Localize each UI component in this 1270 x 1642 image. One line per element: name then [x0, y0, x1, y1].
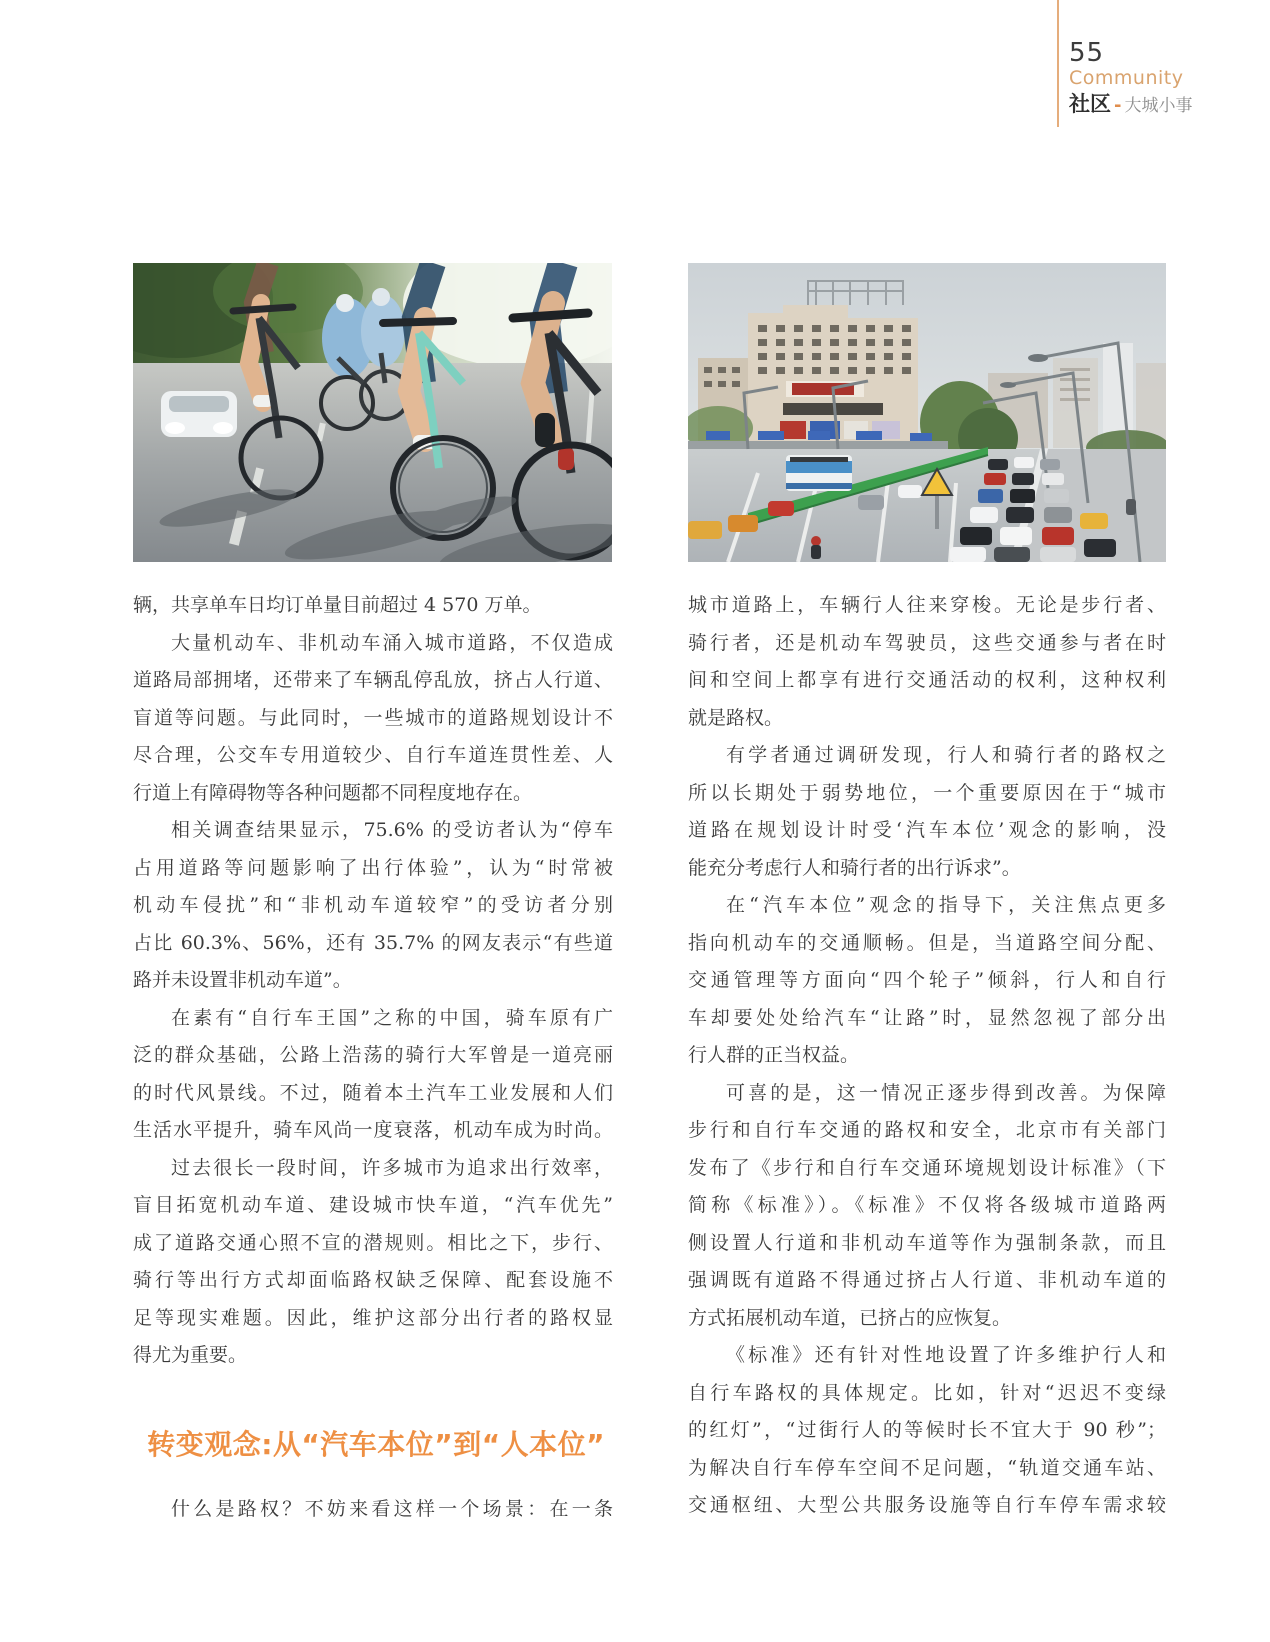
text-line: 侧设置人行道和非机动车道等作为强制条款，而且 — [688, 1231, 1166, 1254]
left-text-column — [133, 587, 613, 1528]
text-line: 的红灯”，“过街行人的等候时长不宜大于 90 秒”； — [688, 1419, 1166, 1441]
text-line: 相关调查结果显示，75.6% 的受访者认为“停车 — [171, 819, 613, 841]
text-line: 成了道路交通心照不宣的潜规则。相比之下，步行、 — [133, 1231, 613, 1254]
text-line: 就是路权。 — [688, 706, 784, 729]
text-line: 行道上有障碍物等各种问题都不同程度地存在。 — [133, 781, 533, 804]
text-line: 大量机动车、非机动车涌入城市道路，不仅造成 — [171, 631, 613, 654]
text-line: 道路局部拥堵，还带来了车辆乱停乱放，挤占人行道、 — [133, 669, 613, 691]
text-line: 机动车侵扰”和“非机动车道较窄”的受访者分别 — [133, 894, 613, 916]
city-traffic-photo — [688, 263, 1166, 562]
text-line: 盲道等问题。与此同时，一些城市的道路规划设计不 — [133, 706, 613, 729]
text-line: 盲目拓宽机动车道、建设城市快车道，“汽车优先” — [133, 1194, 613, 1216]
text-line: 的时代风景线。不过，随着本土汽车工业发展和人们 — [133, 1081, 613, 1104]
page-header — [1057, 0, 1192, 120]
text-line: 什么是路权？不妨来看这样一个场景：在一条 — [171, 1497, 613, 1520]
right-column-lines — [688, 587, 1166, 1525]
cycling-race-photo — [133, 263, 612, 562]
left-column-after-heading-lines — [133, 1491, 613, 1529]
text-line: 强调既有道路不得通过挤占人行道、非机动车道的 — [688, 1269, 1166, 1291]
text-line: 在素有“自行车王国”之称的中国，骑车原有广 — [171, 1006, 613, 1029]
text-line: 在“汽车本位”观念的指导下，关注焦点更多 — [726, 894, 1166, 916]
text-line: 尽合理，公交车专用道较少、自行车道连贯性差、人 — [133, 744, 613, 766]
text-line: 所以长期处于弱势地位，一个重要原因在于“城市 — [688, 781, 1166, 804]
text-line: 指向机动车的交通顺畅。但是，当道路空间分配、 — [688, 931, 1166, 954]
text-line: 得尤为重要。 — [133, 1344, 248, 1366]
text-line: 城市道路上，车辆行人往来穿梭。无论是步行者、 — [688, 594, 1166, 616]
text-line: 交通管理等方面向“四个轮子”倾斜，行人和自行 — [688, 969, 1166, 991]
cycling-race-illustration — [133, 263, 612, 562]
text-line: 占用道路等问题影响了出行体验”，认为“时常被 — [133, 856, 613, 879]
section-separator: - — [1114, 95, 1122, 116]
text-line: 为解决自行车停车空间不足问题，“轨道交通车站、 — [688, 1456, 1166, 1479]
text-line: 《标准》还有针对性地设置了许多维护行人和 — [726, 1344, 1166, 1366]
section-name-zh — [1069, 90, 1192, 120]
text-line: 泛的群众基础，公路上浩荡的骑行大军曾是一道亮丽 — [133, 1044, 613, 1066]
text-line: 间和空间上都享有进行交通活动的权利，这种权利 — [688, 669, 1166, 691]
text-line: 方式拓展机动车道，已挤占的应恢复。 — [688, 1306, 1012, 1329]
section-zh-main: 社区 — [1069, 92, 1111, 116]
text-line: 占比 60.3%、56%，还有 35.7% 的网友表示“有些道 — [133, 931, 613, 954]
text-line: 道路在规划设计时受‘汽车本位’观念的影响，没 — [688, 819, 1166, 841]
text-line: 交通枢纽、大型公共服务设施等自行车停车需求较 — [688, 1494, 1166, 1516]
right-text-column — [688, 587, 1166, 1525]
text-line: 自行车路权的具体规定。比如，针对“迟迟不变绿 — [688, 1381, 1166, 1404]
section-subtitle: 大城小事 — [1124, 96, 1193, 116]
section-heading: 转变观念:从“汽车本位”到“人本位” — [147, 1427, 605, 1461]
left-column-lines — [133, 587, 613, 1375]
text-line: 骑行者，还是机动车驾驶员，这些交通参与者在时 — [688, 631, 1166, 654]
text-line: 简称《标准》）。《标准》不仅将各级城市道路两 — [688, 1194, 1166, 1216]
text-line: 车却要处处给汽车“让路”时，显然忽视了部分出 — [688, 1006, 1166, 1029]
text-line: 行人群的正当权益。 — [688, 1044, 860, 1066]
text-line: 能充分考虑行人和骑行者的出行诉求”。 — [688, 856, 1021, 879]
text-line: 足等现实难题。因此，维护这部分出行者的路权显 — [133, 1306, 613, 1329]
text-line: 有学者通过调研发现，行人和骑行者的路权之 — [726, 744, 1166, 766]
page-number: 55 — [1069, 38, 1105, 68]
text-line: 辆，共享单车日均订单量目前超过 4 570 万单。 — [133, 594, 542, 616]
text-line: 路并未设置非机动车道”。 — [133, 969, 352, 991]
section-name-en: Community — [1069, 67, 1184, 89]
header-accent-rule — [1057, 0, 1059, 127]
city-traffic-illustration — [688, 263, 1166, 562]
text-line: 发布了《步行和自行车交通环境规划设计标准》（下 — [688, 1156, 1166, 1179]
text-line: 过去很长一段时间，许多城市为追求出行效率， — [171, 1156, 613, 1179]
text-line: 骑行等出行方式却面临路权缺乏保障、配套设施不 — [133, 1269, 613, 1291]
text-line: 生活水平提升，骑车风尚一度衰落，机动车成为时尚。 — [133, 1119, 613, 1141]
text-line: 可喜的是，这一情况正逐步得到改善。为保障 — [726, 1081, 1166, 1104]
text-line: 步行和自行车交通的路权和安全，北京市有关部门 — [688, 1119, 1166, 1141]
